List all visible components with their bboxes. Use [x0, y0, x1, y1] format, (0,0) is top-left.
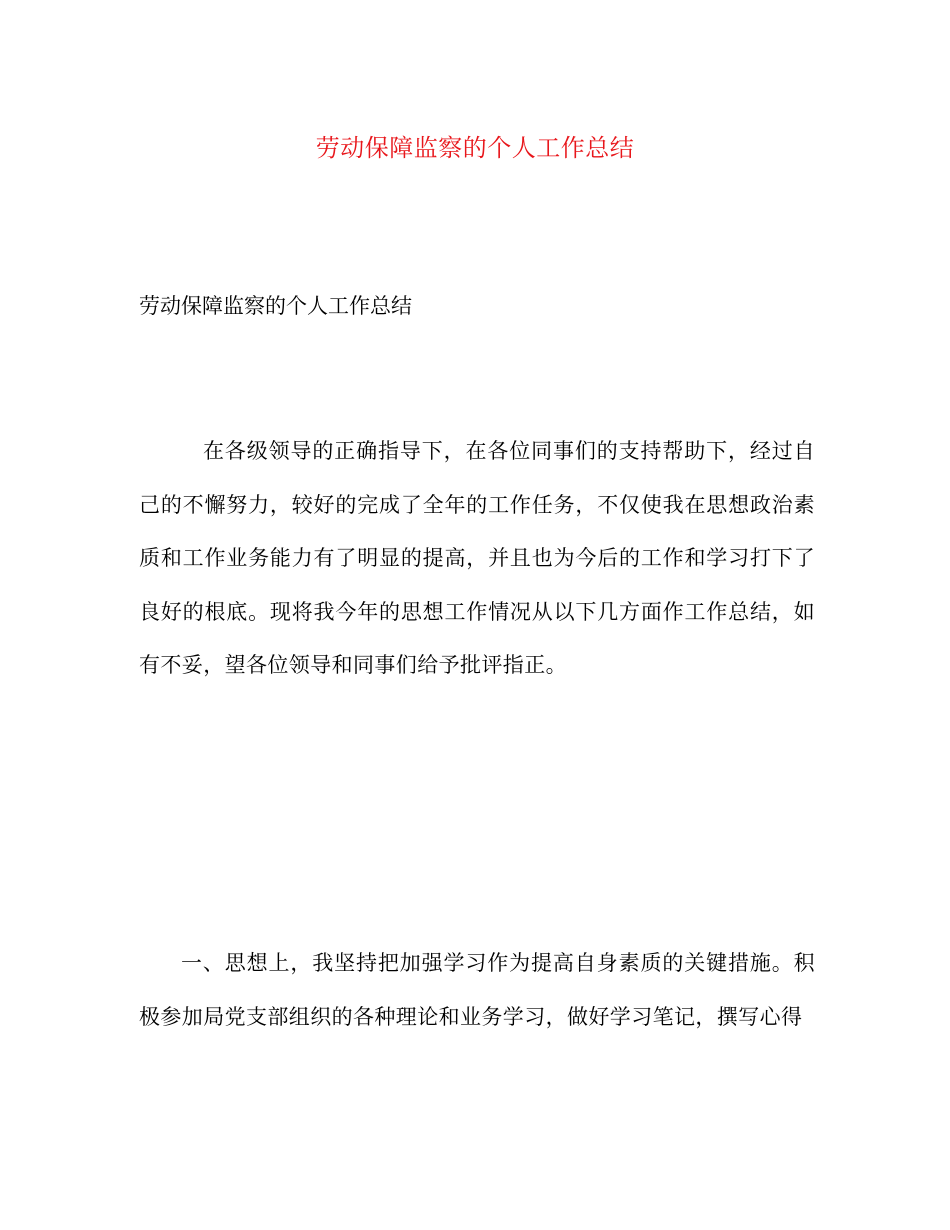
document-title: 劳动保障监察的个人工作总结 — [315, 134, 635, 162]
document-subtitle: 劳动保障监察的个人工作总结 — [139, 294, 412, 318]
body-paragraph-intro: 在各级领导的正确指导下，在各位同事们的支持帮助下，经过自己的不懈努力，较好的完成了全年的工作任务，不仅使我在思想政治素质和工作业务能力有了明显的提高，并且也为今后的工作和学习打下了良好的根底。现将我今年的思想工作情况从以下几方面作工作总结，如有不妥，望各位领导和同事们给予批评指正。 — [139, 439, 815, 677]
body-paragraph-section-1: 一、思想上，我坚持把加强学习作为提高自身素质的关键措施。积极参加局党支部组织的各种理论和业务学习，做好学习笔记，撰写心得 — [139, 951, 815, 1029]
